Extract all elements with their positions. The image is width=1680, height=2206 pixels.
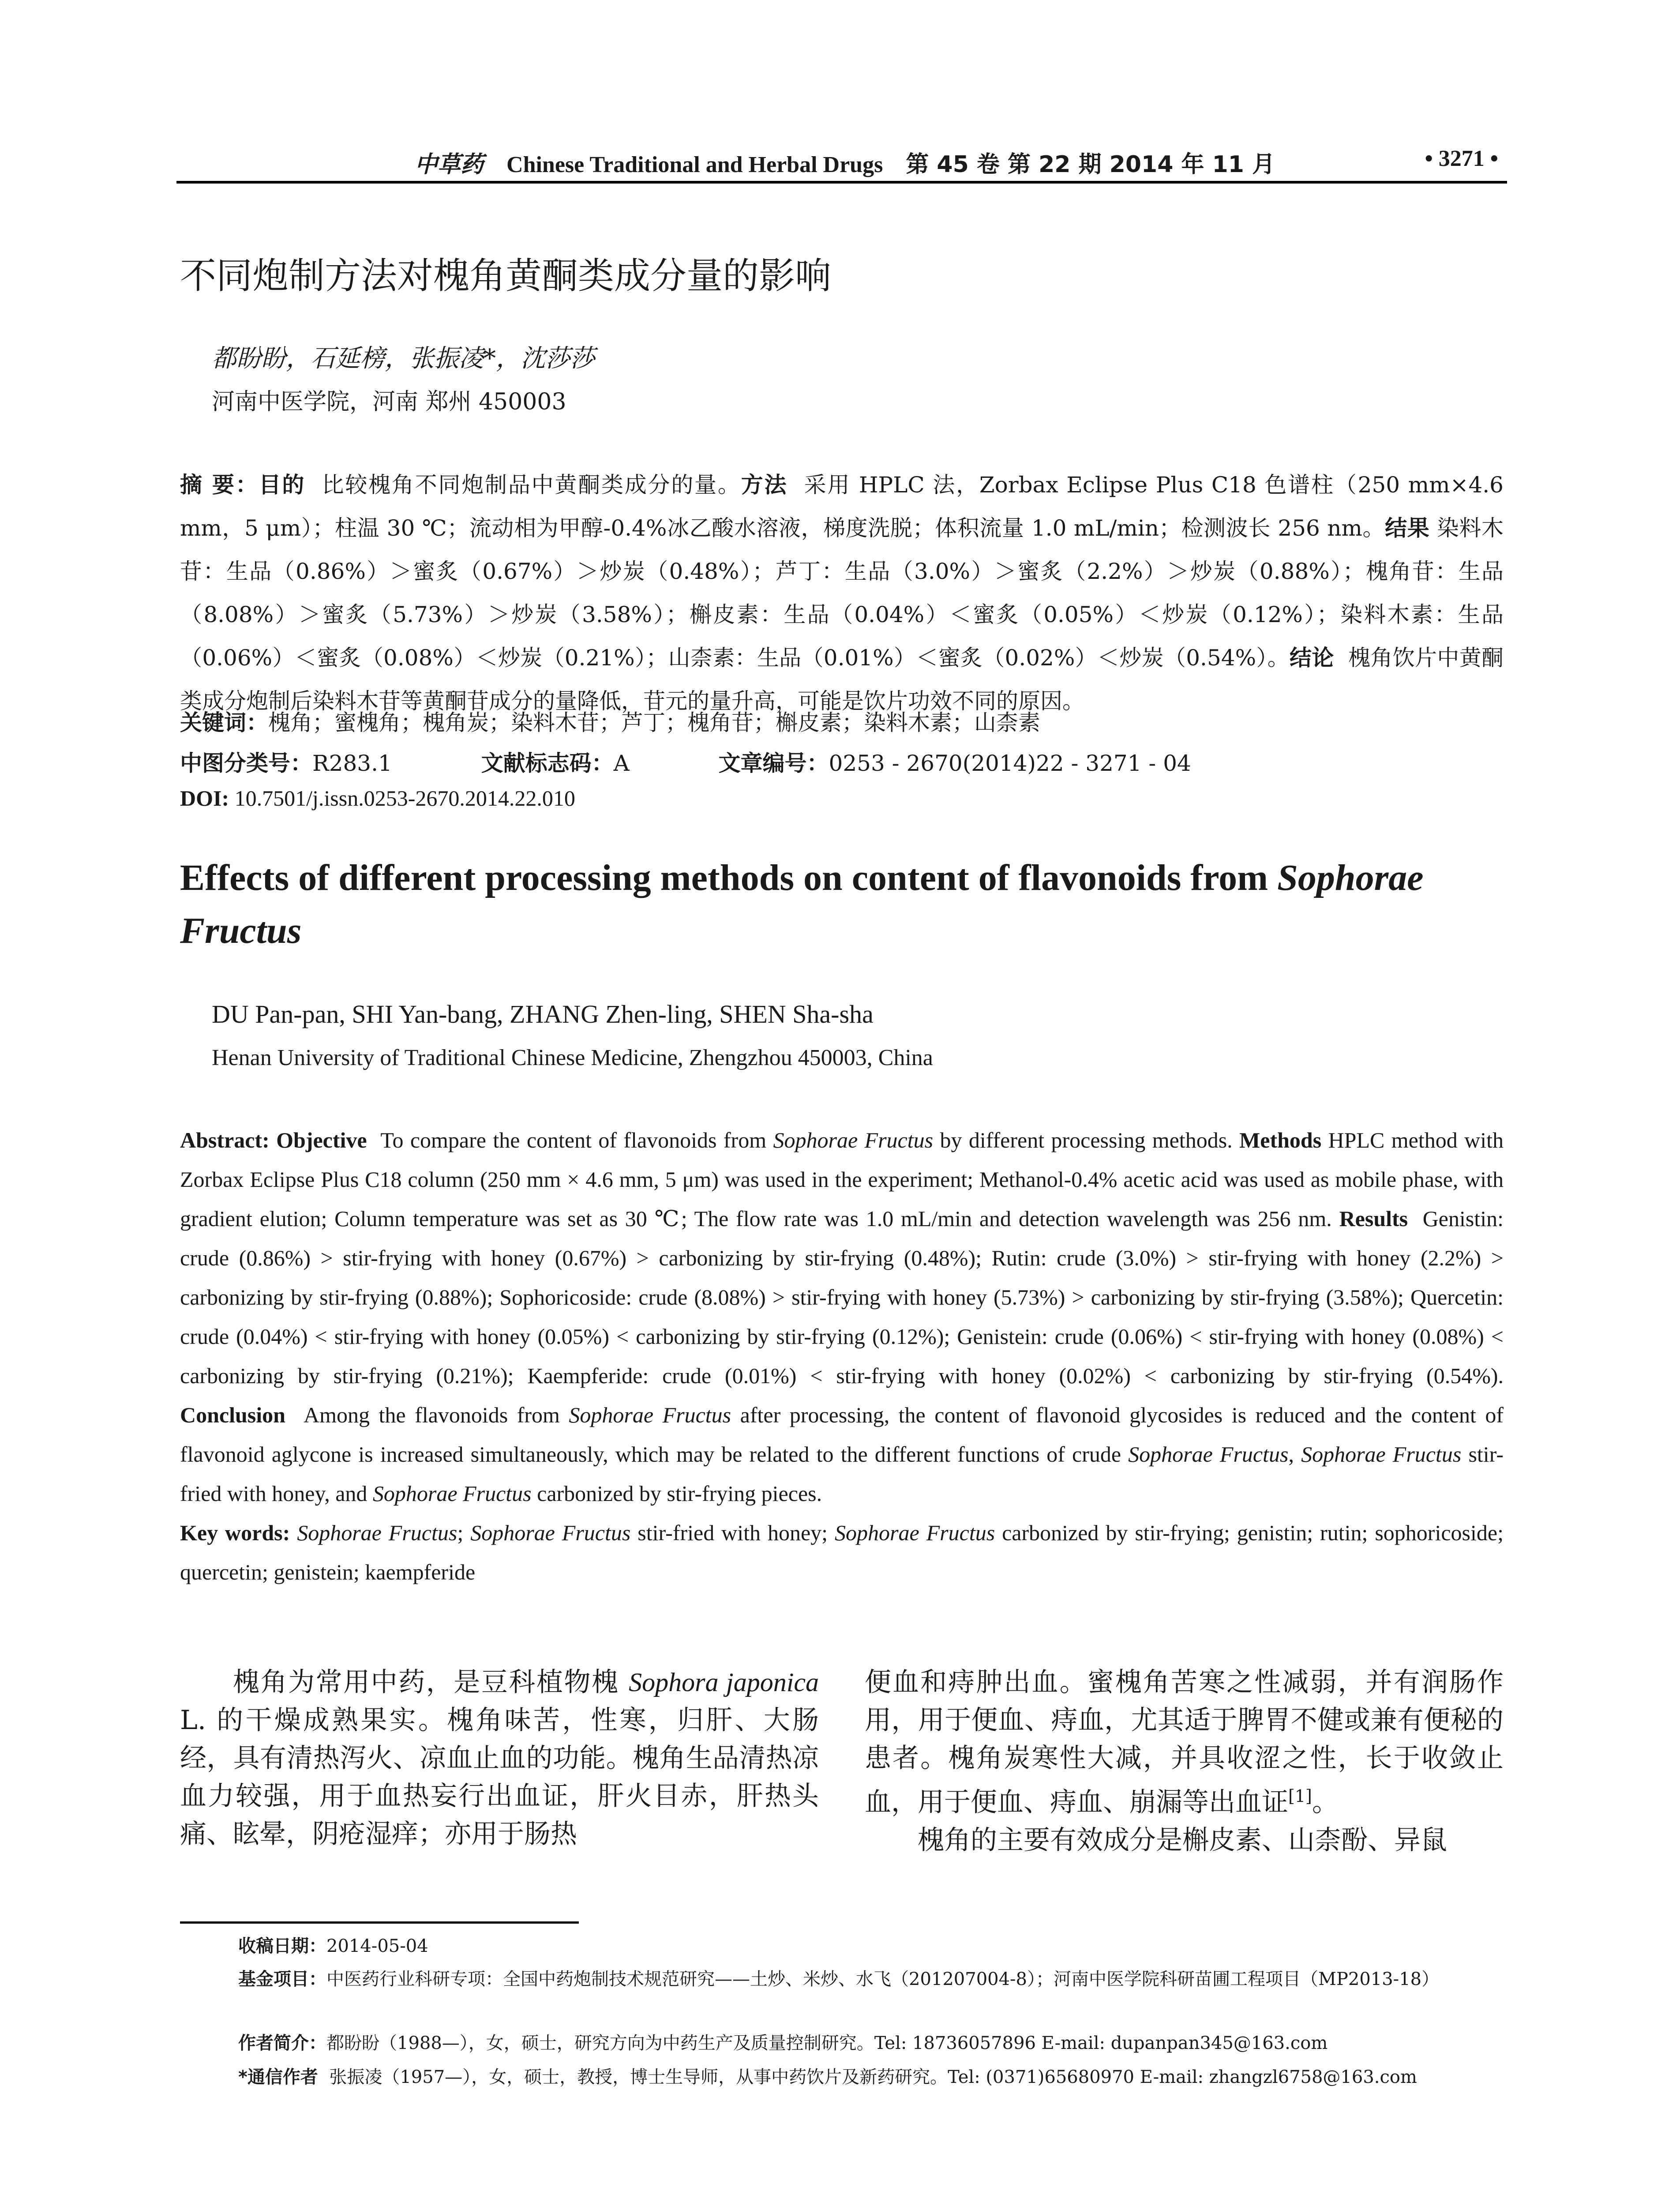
footnote-received <box>238 1932 1504 1960</box>
title-cn: 不同炮制方法对槐角黄酮类成分量的影响 <box>180 255 832 297</box>
journal-name-cn: 中草药 <box>415 151 484 178</box>
footnote-rule <box>180 1921 579 1924</box>
doc-code-label: 文献标志码： <box>481 750 614 776</box>
body-paragraph <box>865 1663 1504 1821</box>
objective-cn-label: 目的 <box>259 472 306 498</box>
objective-en-species: Sophorae Fructus <box>773 1128 934 1152</box>
title-en-main: Effects of different processing methods on content of flavonoids from <box>180 857 1278 898</box>
conclusion-en-species-4: Sophorae Fructus <box>372 1481 532 1506</box>
abstract-cn-label: 摘 要： <box>180 472 259 498</box>
keyword-en-3b: carbonized by stir-frying; genistin; rutin; sophoricoside; quercetin; genistein; kaempferide <box>180 1520 1504 1584</box>
methods-cn: 采用 HPLC 法，Zorbax Eclipse Plus C18 色谱柱（250 mm×4.6 mm，5 μm）；柱温 30 ℃；流动相为甲醇-0.4%冰乙酸水溶液，梯度洗脱；体积流量 1.0 mL/min；检测波长 256 nm。 <box>180 472 1504 541</box>
body-left-b: L. 的干燥成熟果实。槐角味苦，性寒，归肝、大肠经，具有清热泻火、凉血止血的功能。槐角生品清热凉血力较强，用于血热妄行出血证，肝火目赤，肝热头痛、眩晕，阴疮湿痒；亦用于肠热 <box>180 1705 819 1850</box>
authors-en: DU Pan-pan, SHI Yan-bang, ZHANG Zhen-ling, SHEN Sha-sha <box>212 1000 874 1028</box>
objective-cn: 比较槐角不同炮制品中黄酮类成分的量。 <box>322 472 741 498</box>
body-right-p1-end: 。 <box>1312 1787 1339 1818</box>
conclusion-en-label: Conclusion <box>180 1403 285 1427</box>
body-left-a: 槐角为常用中药，是豆科植物槐 <box>233 1667 629 1698</box>
fund-text: 中医药行业科研专项：全国中药炮制技术规范研究——土炒、米炒、水飞（201207004-8）；河南中医学院科研苗圃工程项目（MP2013-18） <box>326 1969 1440 1989</box>
keywords-cn-text: 槐角；蜜槐角；槐角炭；染料木苷；芦丁；槐角苷；槲皮素；染料木素；山柰素 <box>268 710 1040 735</box>
classification-line <box>180 746 1191 777</box>
author-bio-label: 作者简介： <box>238 2033 326 2053</box>
conclusion-en-a: Among the flavonoids from <box>304 1403 569 1427</box>
conclusion-en-species-2: Sophorae Fructus <box>1128 1442 1289 1467</box>
keyword-en-sep: ; <box>457 1520 471 1545</box>
conclusion-en-species-3: Sophorae Fructus <box>1301 1442 1462 1467</box>
body-right-p1: 便血和痔肿出血。蜜槐角苦寒之性减弱，并有润肠作用，用于便血、痔血，尤其适于脾胃不健或兼有便秘的患者。槐角炭寒性大减，并具收涩之性，长于收敛止血，用于便血、痔血、崩漏等出血证 <box>865 1667 1504 1818</box>
objective-en-label: Objective <box>276 1128 367 1152</box>
conclusion-en-c: , <box>1288 1442 1301 1467</box>
affiliation-cn: 河南中医学院，河南 郑州 450003 <box>212 389 566 415</box>
keyword-en-2b: stir-fried with honey; <box>630 1520 835 1545</box>
article-number-value: 0253 - 2670(2014)22 - 3271 - 04 <box>829 750 1191 776</box>
conclusion-en-species-1: Sophorae Fructus <box>569 1403 731 1427</box>
journal-name-en: Chinese Traditional and Herbal Drugs <box>506 152 883 177</box>
keywords-cn-label: 关键词： <box>180 710 268 735</box>
clc-value: R283.1 <box>312 750 392 776</box>
footnote-author <box>238 2030 1504 2057</box>
article-number-label: 文章编号： <box>718 750 829 776</box>
keywords-cn <box>180 705 1040 737</box>
doi-link[interactable]: 10.7501/j.issn.0253-2670.2014.22.010 <box>234 786 575 810</box>
keyword-en-3: Sophorae Fructus <box>835 1520 995 1545</box>
body-paragraph <box>865 1821 1504 1859</box>
doi-line <box>180 785 575 811</box>
page-number: • 3271 • <box>1425 146 1498 171</box>
citation-ref[interactable]: [1] <box>1288 1786 1312 1806</box>
journal-line <box>415 146 1275 179</box>
body-column-right <box>865 1663 1504 1859</box>
methods-en-label: Methods <box>1239 1128 1322 1152</box>
keyword-en-2: Sophorae Fructus <box>470 1520 631 1545</box>
methods-en: HPLC method with Zorbax Eclipse Plus C18 column (250 mm × 4.6 mm, 5 μm) was used in the experiment; Methanol-0.4% acetic acid was used as mobile phase, with gradient elution; Column temperature was set as 30 ℃; The flow rate was 1.0 mL/min and detection wavelength was 256 nm. <box>180 1128 1504 1231</box>
body-column-left <box>180 1663 819 1853</box>
corresponding-text: 张振凌（1957—），女，硕士，教授，博士生导师，从事中药饮片及新药研究。Tel: (0371)65680970 E-mail: zhangzl6758@163.com <box>329 2067 1417 2087</box>
conclusion-en-b: after processing, the content of flavonoid glycosides is reduced and the content of flavonoid aglycone is increased simultaneously, which may be related to the different functions of crude <box>180 1403 1504 1467</box>
abstract-en <box>180 1121 1504 1592</box>
conclusion-en-e: carbonized by stir-frying pieces. <box>531 1481 822 1506</box>
fund-label: 基金项目： <box>238 1969 326 1989</box>
results-cn-label: 结果 <box>1385 515 1430 541</box>
corresponding-label: *通信作者 <box>238 2067 318 2087</box>
conclusion-cn: 槐角饮片中黄酮类成分炮制后染料木苷等黄酮苷成分的量降低，苷元的量升高，可能是饮片功效不同的原因。 <box>180 645 1504 714</box>
keyword-en-1: Sophorae Fructus <box>297 1520 458 1545</box>
journal-issue: 第 45 卷 第 22 期 2014 年 11 月 <box>906 151 1275 178</box>
affiliation-en: Henan University of Traditional Chinese Medicine, Zhengzhou 450003, China <box>212 1045 933 1070</box>
author-bio-text: 都盼盼（1988—），女，硕士，研究方向为中药生产及质量控制研究。Tel: 18736057896 E-mail: dupanpan345@163.com <box>326 2033 1328 2053</box>
body-right-p2: 槐角的主要有效成分是槲皮素、山柰酚、异鼠 <box>918 1825 1447 1856</box>
body-paragraph <box>180 1663 819 1853</box>
objective-en-a: To compare the content of flavonoids from <box>380 1128 773 1152</box>
footnote-fund <box>238 1966 1504 1993</box>
title-en <box>180 852 1504 957</box>
abstract-cn <box>180 463 1504 723</box>
received-label: 收稿日期： <box>238 1936 326 1956</box>
abstract-en-label: Abstract: <box>180 1128 270 1152</box>
objective-en-b: by different processing methods. <box>933 1128 1233 1152</box>
conclusion-cn-label: 结论 <box>1290 645 1334 671</box>
results-cn: 染料木苷：生品（0.86%）＞蜜炙（0.67%）＞炒炭（0.48%）；芦丁：生品（3.0%）＞蜜炙（2.2%）＞炒炭（0.88%）；槐角苷：生品（8.08%）＞蜜炙（5.73%）＞炒炭（3.58%）；槲皮素：生品（0.04%）＜蜜炙（0.05%）＜炒炭（0.12%）；染料木素：生品（0.06%）＜蜜炙（0.08%）＜炒炭（0.21%）；山柰素：生品（0.01%）＜蜜炙（0.02%）＜炒炭（0.54%）。 <box>180 515 1504 671</box>
received-date: 2014-05-04 <box>326 1936 428 1956</box>
doi-label: DOI: <box>180 786 229 810</box>
conclusion-en-d: stir-fried with honey, and <box>180 1442 1504 1506</box>
running-header <box>176 140 1507 184</box>
doc-code-value: A <box>613 750 630 776</box>
methods-cn-label: 方法 <box>741 472 788 498</box>
footnote-corresponding <box>238 2063 1504 2091</box>
title-en-species: Sophorae Fructus <box>180 857 1424 951</box>
results-en: Genistin: crude (0.86%) > stir-frying with honey (0.67%) > carbonizing by stir-frying (0.48%); Rutin: crude (3.0%) > stir-frying with honey (2.2%) > carbonizing by stir-frying (0.88%); Sophoricoside: crude (8.08%) > stir-frying with honey (5.73%) > carbonizing by stir-frying (3.58%); Quercetin: crude (0.04%) < stir-frying with honey (0.05%) < carbonizing by stir-frying (0.12%); Genistein: crude (0.06%) < stir-frying with honey (0.08%) < carbonizing by stir-frying (0.21%); Kaempferide: crude (0.01%) < stir-frying with honey (0.02%) < carbonizing by stir-frying (0.54%). <box>180 1206 1504 1388</box>
authors-cn: 都盼盼，石延榜，张振凌*，沈莎莎 <box>212 344 595 373</box>
body-left-species: Sophora japonica <box>629 1668 819 1697</box>
keywords-en-label: Key words: <box>180 1520 290 1545</box>
clc-label: 中图分类号： <box>180 750 312 776</box>
results-en-label: Results <box>1339 1206 1408 1231</box>
